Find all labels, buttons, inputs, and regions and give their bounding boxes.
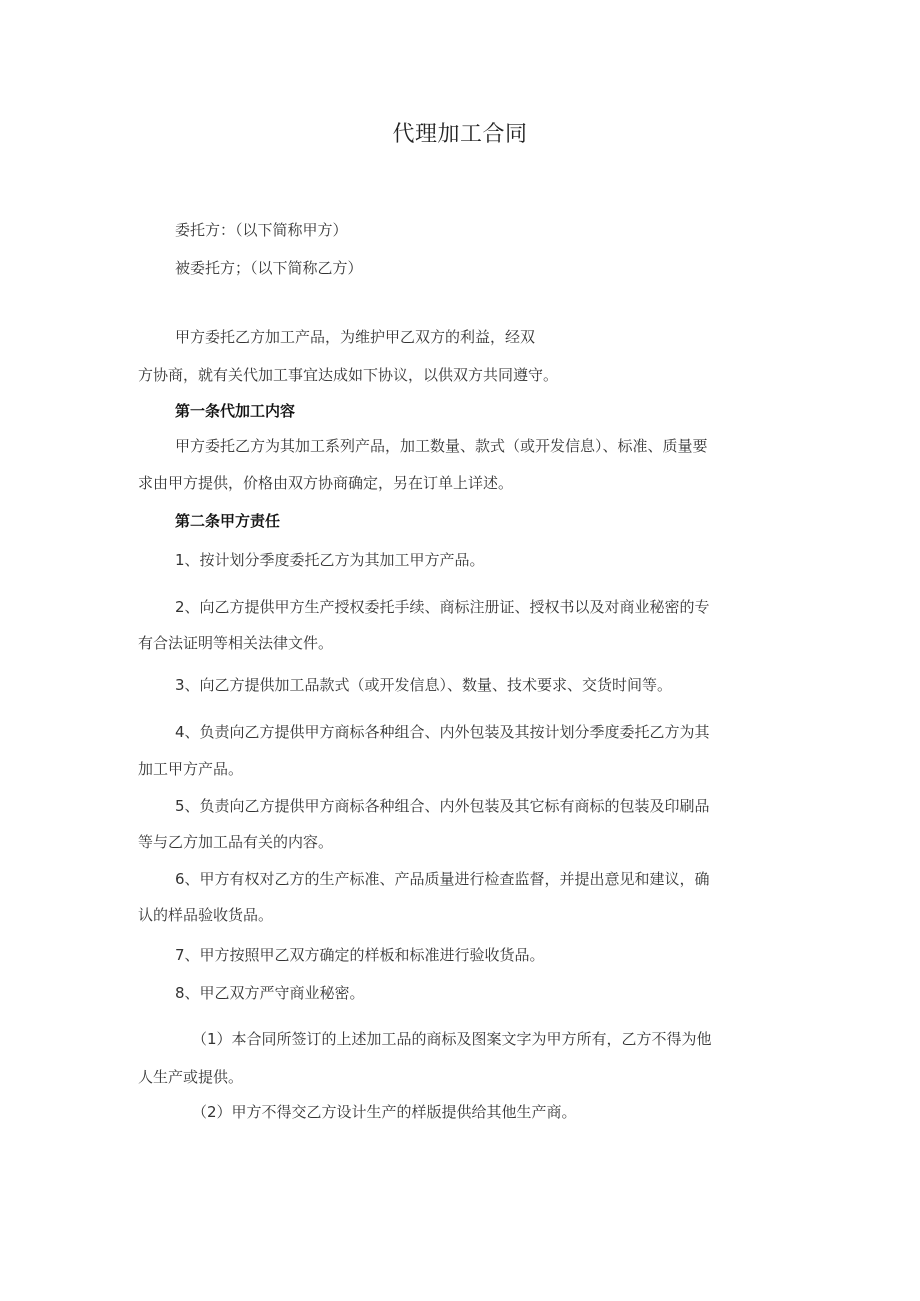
article2-subitem-1-line-2: 人生产或提供。: [138, 1068, 244, 1086]
article2-item-6-line-1: 6、甲方有权对乙方的生产标准、产品质量进行检查监督，并提出意见和建议，确: [175, 870, 710, 888]
article2-item-6-line-2: 认的样品验收货品。: [138, 906, 274, 924]
article2-subitem-1-line-1: （1）本合同所签订的上述加工品的商标及图案文字为甲方所有，乙方不得为他: [192, 1030, 712, 1048]
article1-heading: 第一条代加工内容: [175, 402, 296, 420]
article2-heading: 第二条甲方责任: [175, 512, 281, 530]
article2-item-5-line-1: 5、负责向乙方提供甲方商标各种组合、内外包装及其它标有商标的包装及印刷品: [175, 797, 710, 815]
article2-item-7: 7、甲方按照甲乙双方确定的样板和标准进行验收货品。: [175, 946, 545, 964]
article2-subitem-2: （2）甲方不得交乙方设计生产的样版提供给其他生产商。: [192, 1103, 577, 1121]
article2-item-2-line-2: 有合法证明等相关法律文件。: [138, 634, 334, 652]
article2-item-4-line-2: 加工甲方产品。: [138, 760, 244, 778]
article2-item-8: 8、甲乙双方严守商业秘密。: [175, 984, 365, 1002]
article2-item-3: 3、向乙方提供加工品款式（或开发信息）、数量、技术要求、交货时间等。: [175, 676, 673, 694]
article2-item-1: 1、按计划分季度委托乙方为其加工甲方产品。: [175, 551, 485, 569]
article2-item-5-line-2: 等与乙方加工品有关的内容。: [138, 833, 334, 851]
article1-line-2: 求由甲方提供，价格由双方协商确定，另在订单上详述。: [138, 474, 514, 492]
intro-line-1: 甲方委托乙方加工产品，为维护甲乙双方的利益，经双: [175, 328, 536, 346]
article2-item-4-line-1: 4、负责向乙方提供甲方商标各种组合、内外包装及其按计划分季度委托乙方为其: [175, 723, 710, 741]
article2-item-2-line-1: 2、向乙方提供甲方生产授权委托手续、商标注册证、授权书以及对商业秘密的专: [175, 598, 710, 616]
party-b-line: 被委托方；（以下简称乙方）: [175, 259, 363, 277]
article1-line-1: 甲方委托乙方为其加工系列产品，加工数量、款式（或开发信息）、标准、质量要: [175, 437, 708, 455]
party-a-line: 委托方：（以下简称甲方）: [175, 221, 348, 239]
document-title: 代理加工合同: [392, 122, 528, 147]
intro-line-2: 方协商，就有关代加工事宜达成如下协议，以供双方共同遵守。: [138, 366, 559, 384]
